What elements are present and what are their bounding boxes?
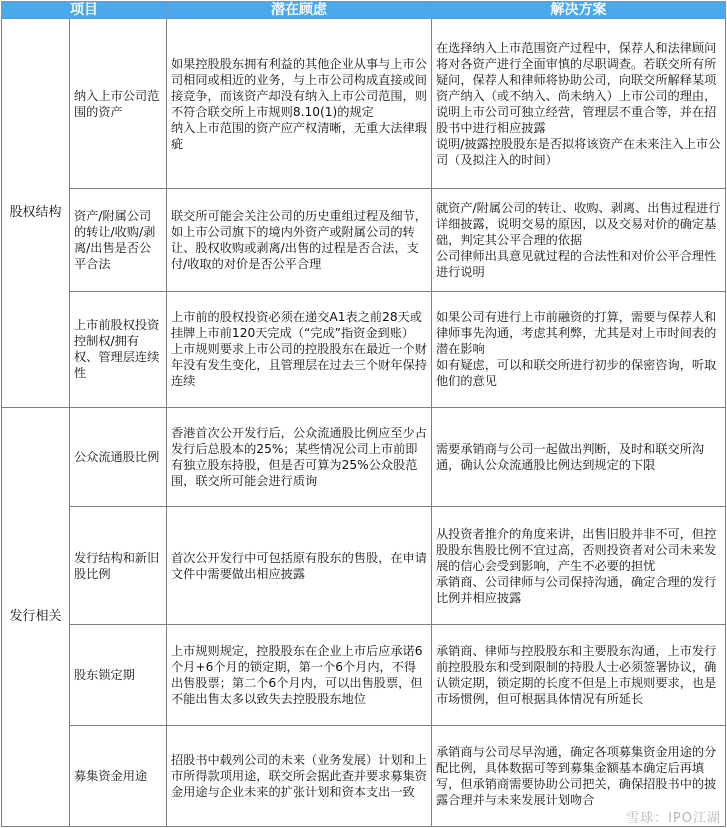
row-concern (167, 407, 432, 506)
concern-paragraph: 招股书中载列公司的未来（业务发展）计划和上市所得款项用途，联交所会据此查并要求募集资金用途与企业未来的扩张计划和资本支出一致 (171, 753, 427, 800)
solution-paragraph: 承销商与公司尽早沟通，确定各项募集资金用途的分配比例，具体数据可等到募集金额基本确定后再填写，但承销商需要协助公司把关，确保招股书中的披露合理并与未来发展计划吻合 (436, 745, 717, 808)
table-row (2, 625, 726, 726)
group-label-equity: 股权结构 (2, 19, 70, 408)
table-row (2, 19, 726, 189)
table-row (2, 726, 726, 827)
solution-paragraph: 说明/披露控股股东是否拟将该资产在未来注入上市公司（及拟注入的时间） (436, 136, 721, 167)
solution-paragraph: 就资产/附属公司的转让、收购、剥离、出售过程进行详细披露，说明交易的原因，以及交易对价的确定基础，判定其公平合理的依据 (436, 201, 721, 248)
solution-paragraph: 需要承销商与公司一起做出判断，及时和联交所沟通，确认公众流通股比例达到规定的下限 (436, 441, 705, 472)
solution-paragraph: 在选择纳入上市范围资产过程中，保荐人和法律顾问将对各资产进行全面审慎的尽职调查。若联交所有所疑问，保荐人和律师将协助公司，向联交所解释某项资产纳入（或不纳入、尚未纳入）上市公司的理由，说明上市公司可独立经营，管理层不重合等，并在招股书中进行相应披露 (436, 40, 717, 135)
row-concern (167, 506, 432, 625)
concern-paragraph: 香港首次公开发行后，公众流通股比例应至少占发行后总股本的25%；某些情况公司上市前即有独立股东持股，但是否可算为25%公众股范围，联交所可能会进行质询 (171, 425, 427, 488)
row-solution (432, 506, 726, 625)
row-item: 公众流通股比例 (70, 407, 167, 506)
row-solution (432, 189, 726, 292)
solution-paragraph: 公司律师出具意见就过程的合法性和对价公平合理性进行说明 (436, 249, 717, 280)
row-concern (167, 292, 432, 408)
row-item: 股东锁定期 (70, 625, 167, 726)
watermark-text: 雪球：IPO江湖 (626, 811, 721, 826)
concern-paragraph: 如果控股股东拥有利益的其他企业从事与上市公司相同或相近的业务，与上市公司构成直接或间接竞争，而该资产却没有纳入上市公司范围，则不符合联交所上市规则8.10(1)的规定 (171, 56, 427, 119)
row-concern (167, 189, 432, 292)
row-item: 纳入上市公司范围的资产 (70, 19, 167, 189)
table-header-row (2, 2, 726, 19)
row-item: 资产/附属公司的转让/收购/剥离/出售是否公平合法 (70, 189, 167, 292)
concern-paragraph: 上市规则规定，控股股东在企业上市后应承诺6个月+6个月的锁定期，第一个6个月内，不得出售股票；第二个6个月内，可以出售股票，但不能出售太多以致失去控股股东地位 (171, 644, 423, 707)
solution-paragraph: 如有疑虑，可以和联交所进行初步的保密咨询，听取他们的意见 (436, 358, 717, 389)
ipo-issues-table (1, 1, 726, 827)
table-row (2, 189, 726, 292)
table-row (2, 407, 726, 506)
table-row (2, 292, 726, 408)
row-concern (167, 726, 432, 827)
header-item: 项目 (2, 2, 167, 19)
row-solution (432, 625, 726, 726)
header-concern: 潜在顾虑 (167, 2, 432, 19)
solution-paragraph: 承销商、公司律师与公司保持沟通，确定合理的发行比例并相应披露 (436, 574, 717, 605)
row-item: 募集资金用途 (70, 726, 167, 827)
table-row (2, 506, 726, 625)
concern-paragraph: 纳入上市范围的资产应产权清晰，无重大法律瑕疵 (171, 120, 427, 151)
concern-paragraph: 上市规则要求上市公司的控股股东在最近一个财年没有发生变化，且管理层在过去三个财年保持连续 (171, 342, 427, 389)
solution-paragraph: 承销商、律师与控股股东和主要股东沟通，上市发行前控股股东和受到限制的持股人士必须签署协议，确认锁定期，锁定期的长度不但是上市规则要求，也是市场惯例，但可根据具体情况有所延长 (436, 644, 717, 707)
row-solution (432, 407, 726, 506)
row-concern (167, 625, 432, 726)
concern-paragraph: 上市前的股权投资必须在递交A1表之前28天或挂牌上市前120天完成（“完成”指资金到账） (171, 310, 422, 341)
row-solution (432, 19, 726, 189)
row-solution (432, 292, 726, 408)
concern-paragraph: 首次公开发行中可包括原有股东的售股，在申请文件中需要做出相应披露 (171, 550, 427, 581)
solution-paragraph: 从投资者推介的角度来讲，出售旧股并非不可，但控股股东售股比例不宜过高，否则投资者对公司未来发展的信心会受到影响，产生不必要的担忧 (436, 526, 717, 573)
row-item: 发行结构和新旧股比例 (70, 506, 167, 625)
concern-paragraph: 联交所可能会关注公司的历史重组过程及细节，如上市公司旗下的境内外资产或附属公司的转让、股权收购或剥离/出售的过程是否合法，支付/收取的对价是否公平合理 (171, 209, 427, 272)
row-item: 上市前股权投资控制权/拥有权、管理层连续性 (70, 292, 167, 408)
header-solution: 解决方案 (432, 2, 726, 19)
row-concern (167, 19, 432, 189)
solution-paragraph: 如果公司有进行上市前融资的打算，需要与保荐人和律师事先沟通，考虑其利弊，尤其是对上市时间表的潜在影响 (436, 310, 717, 357)
group-label-issuance: 发行相关 (2, 407, 70, 826)
